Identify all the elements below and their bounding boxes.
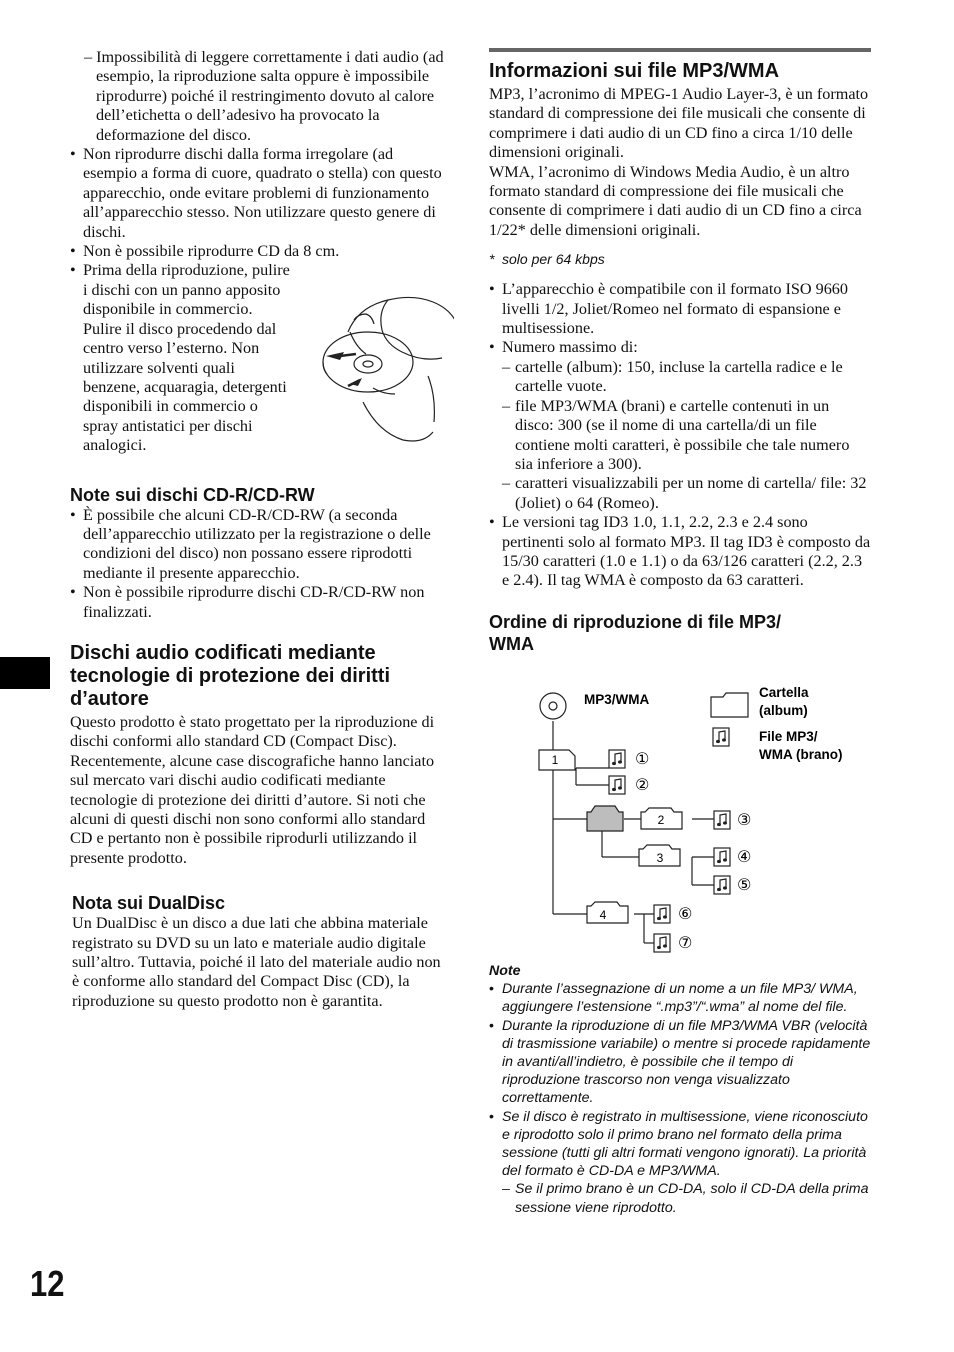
dualdisc-paragraph: Un DualDisc è un disco a due lati che abbina materiale registrato su DVD su un lato e materiale audio digitale sull’altro. Tuttavia, poiché il lato del materiale audio non è conforme allo standard del Compact Disc (CD), la riproduzione su questo prodotto non è garantita. [72, 914, 441, 1010]
folder-1-label: 1 [551, 753, 559, 767]
playback-order-diagram [489, 684, 869, 964]
legend-folder-label-2: (album) [759, 703, 808, 718]
legend-file-label-2: WMA (brano) [759, 747, 843, 762]
sub-item-files: – file MP3/WMA (brani) e cartelle contenuti in un disco: 300 (se il nome di una cartella/di un file contiene molti caratteri, è possibile che tale numero sia inferiore a 300). [489, 397, 871, 475]
footnote-64kbps: * solo per 64 kbps [489, 250, 871, 268]
sub-item-characters: – caratteri visualizzabili per un nome di cartella/ file: 32 (Joliet) o 64 (Romeo). [489, 474, 871, 513]
root-folder-icon [587, 806, 623, 831]
disc-cleaning-illustration [318, 292, 454, 448]
folder-3-label: 3 [656, 851, 664, 865]
bullet-cdr-1: • È possibile che alcuni CD-R/CD-RW (a seconda dell’apparecchio utilizzato per la registrazione o delle condizioni del disco) non possano essere riprodotti mediante il presente apparecchio. [70, 506, 450, 584]
track-2-icon [609, 776, 625, 794]
mp3-paragraph: MP3, l’acronimo di MPEG-1 Audio Layer-3, è un formato standard di compressione dei file musicali che consente di comprimere i dati audio di un CD fino a circa 1/10 delle dimensioni originali. [489, 85, 869, 162]
legend-file-icon [713, 728, 729, 746]
bullet-8cm-cd: • Non è possibile riprodurre CD da 8 cm. [70, 242, 450, 261]
note-vbr: • Durante la riproduzione di un file MP3/WMA VBR (velocità di trasmissione variabile) o mentre si procede rapidamente in avanti/all’indietro, è possibile che il tempo di riproduzione trascorso non venga visualizzato correttamente. [489, 1017, 871, 1108]
note-extension: • Durante l’assegnazione di un nome a un file MP3/ WMA, aggiungere l’estensione “.mp3”/“.wma” al nome del file. [489, 980, 871, 1016]
track-5-label: ⑤ [737, 877, 752, 894]
mp3-heading: Informazioni sui file MP3/WMA [489, 60, 780, 82]
track-6-label: ⑥ [678, 906, 693, 923]
disc-root-icon [540, 693, 566, 719]
drm-paragraph-1: Questo prodotto è stato progettato per la riproduzione di dischi conformi allo standard CD (Compact Disc). [70, 712, 435, 751]
sub-item-folders: – cartelle (album): 150, incluse la cartella radice e le cartelle vuote. [489, 358, 871, 397]
intro-dash-item: – Impossibilità di leggere correttamente i dati audio (ad esempio, la riproduzione salta oppure è impossibile riprodurre) poiché il restringimento dovuto al calore dell’etichetta o dell’adesivo ha provocato la deformazione del disco. [84, 48, 444, 144]
track-2-label: ② [635, 777, 650, 794]
drm-heading: Dischi audio codificati mediante tecnologie di protezione dei diritti d’autore [70, 641, 391, 710]
folder-4-icon [587, 902, 628, 923]
track-4-icon [714, 848, 730, 866]
section-tab-marker [0, 657, 50, 689]
drm-paragraph-2: Recentemente, alcune case discografiche hanno lanciato sul mercato vari dischi audio codificati mediante tecnologie di protezione dei diritti d’autore. Si noti che alcuni di questi dischi non sono conformi allo standard CD e pertanto non è possibile riprodurli utilizzando il presente prodotto. [70, 751, 435, 867]
root-label: MP3/WMA [584, 692, 650, 707]
track-1-label: ① [635, 751, 650, 768]
notes-section [489, 962, 871, 1217]
wma-paragraph: WMA, l’acronimo di Windows Media Audio, è un altro formato standard di compressione dei file musicali che consente di comprimere i dati audio di un CD fino a circa 1/22* delle dimensioni originali. [489, 162, 862, 239]
track-3-label: ③ [737, 812, 752, 829]
page-number: 12 [30, 1263, 65, 1304]
track-6-icon [654, 905, 670, 923]
track-4-label: ④ [737, 849, 752, 866]
track-5-icon [714, 876, 730, 894]
legend-file-label-1: File MP3/ [759, 729, 818, 744]
note-cdda-sub: – Se il primo brano è un CD-DA, solo il CD-DA della prima sessione viene riprodotto. [489, 1180, 871, 1216]
bullet-max-number: • Numero massimo di: [489, 338, 871, 357]
folder-2-label: 2 [657, 813, 665, 827]
track-7-icon [654, 934, 670, 952]
bullet-cleaning: • Prima della riproduzione, pulire i dischi con un panno apposito disponibile in commercio. Pulire il disco procedendo dal centro verso l’esterno. Non utilizzare solventi quali benzene, acquaragia, detergenti disponibili in commercio o spray antistatici per dischi analogici. [70, 261, 450, 455]
notes-title: Note [489, 963, 521, 979]
folder-4-label: 4 [599, 908, 607, 922]
right-column [489, 48, 871, 655]
section-rule [489, 48, 871, 52]
track-7-label: ⑦ [678, 935, 693, 952]
bullet-cdr-2: • Non è possibile riprodurre dischi CD-R/CD-RW non finalizzati. [70, 583, 450, 622]
note-multisession: • Se il disco è registrato in multisessione, viene riconosciuto e riprodotto solo il primo brano nel formato della prima sessione (tutti gli altri formati vengono ignorati). La priorità del formato è CD-DA e MP3/WMA. [489, 1108, 871, 1181]
bullet-iso9660: • L’apparecchio è compatibile con il formato ISO 9660 livelli 1/2, Joliet/Romeo nel formato di espansione e multisessione. [489, 280, 871, 338]
dualdisc-heading: Nota sui DualDisc [72, 893, 226, 914]
bullet-irregular-discs: • Non riprodurre dischi dalla forma irregolare (ad esempio a forma di cuore, quadrato o stella) con questo apparecchio, onde evitare problemi di funzionamento all’apparecchio stesso. Non utilizzare questo genere di dischi. [70, 145, 450, 242]
playback-order-heading: Ordine di riproduzione di file MP3/ WMA [489, 611, 782, 654]
legend-folder-icon [711, 693, 748, 717]
cdr-heading: Note sui dischi CD-R/CD-RW [70, 484, 315, 505]
left-column [70, 48, 450, 1011]
legend-folder-label-1: Cartella [759, 685, 809, 700]
track-3-icon [714, 811, 730, 829]
bullet-id3-tags: • Le versioni tag ID3 1.0, 1.1, 2.2, 2.3 e 2.4 sono pertinenti solo al formato MP3. Il tag ID3 è composto da 15/30 caratteri (1.0 e 1.1) o da 63/126 caratteri (2.2, 2.3 e 2.4). Il tag WMA è composto da 63 caratteri. [489, 513, 871, 591]
track-1-icon [609, 750, 625, 768]
